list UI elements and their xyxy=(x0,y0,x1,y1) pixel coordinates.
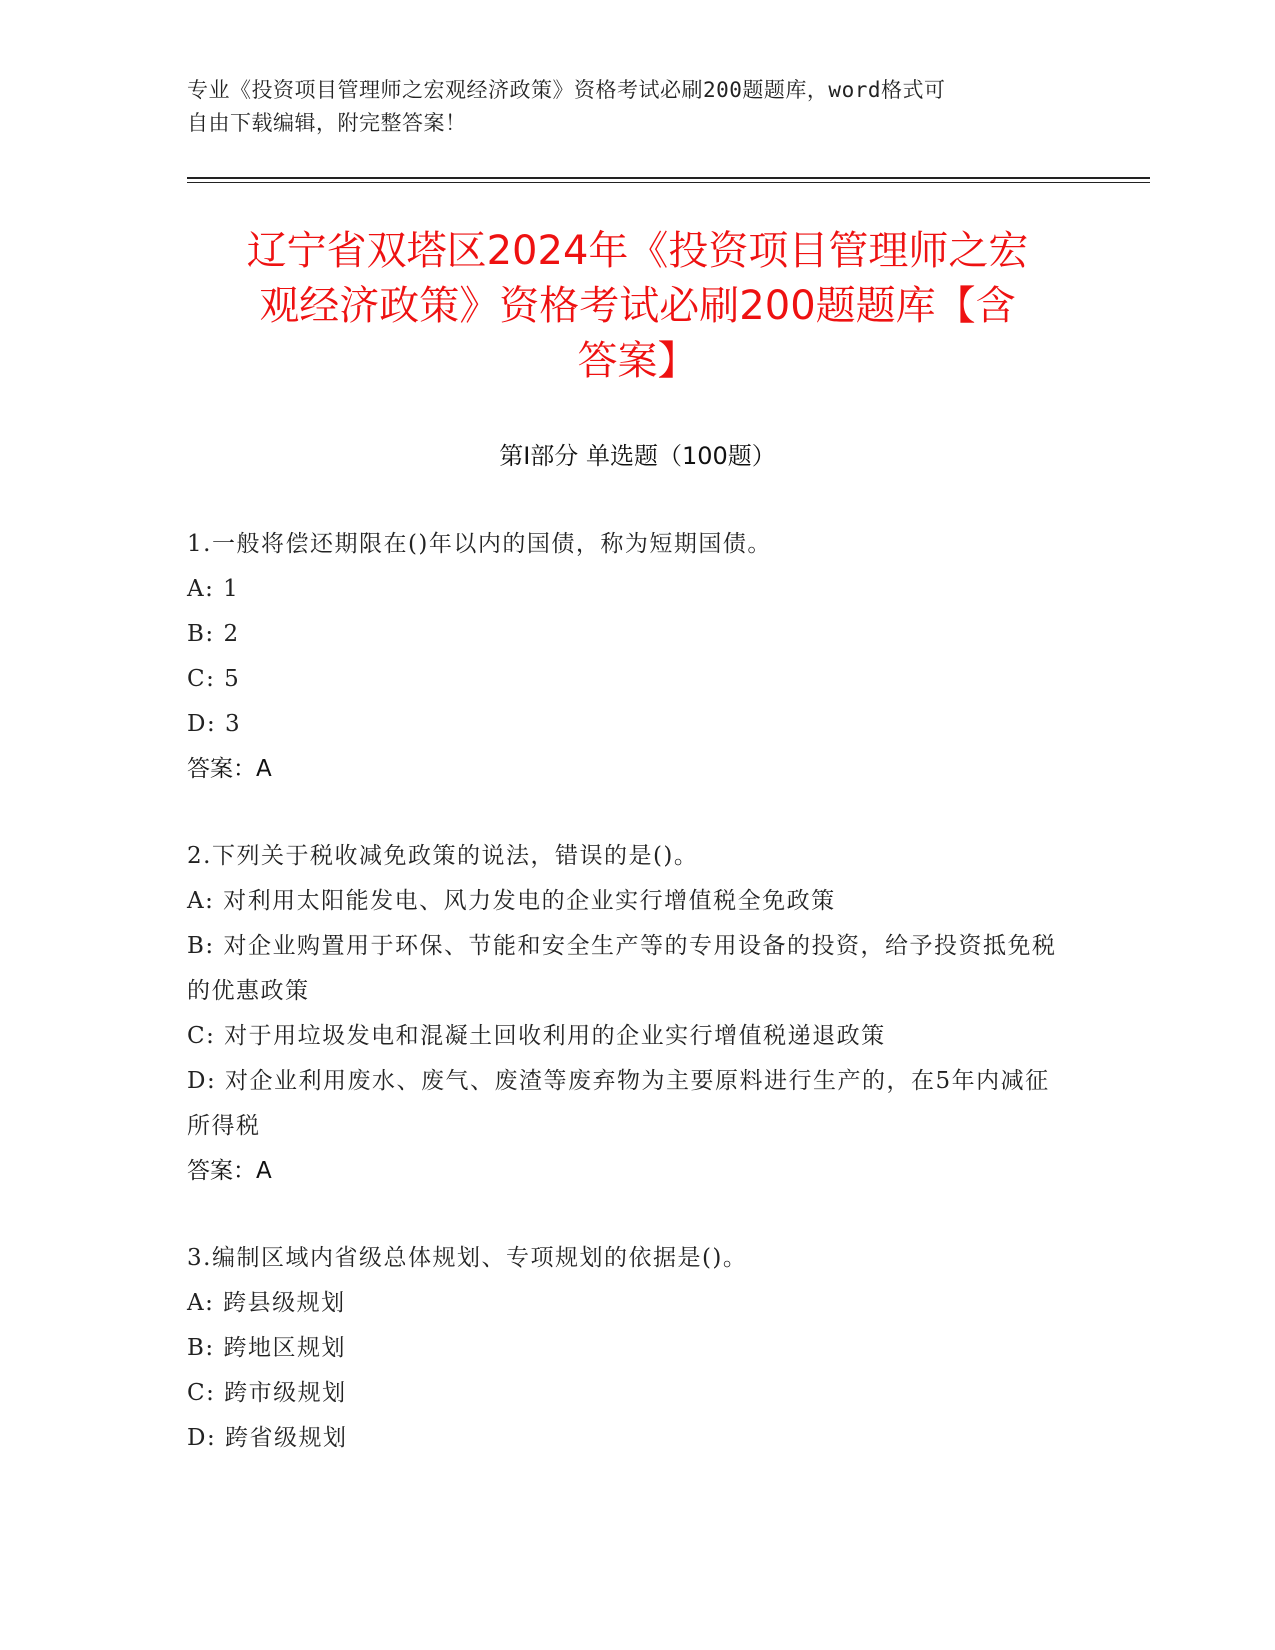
section-title: 第Ⅰ部分 单选题（100题） xyxy=(499,442,776,470)
question-item xyxy=(187,1236,1067,1461)
option-d: D: 3 xyxy=(187,711,242,737)
header-divider xyxy=(187,177,1150,179)
title-line: 辽宁省双塔区2024年《投资项目管理师之宏 xyxy=(246,228,1029,274)
option-a: A: 1 xyxy=(187,576,240,602)
option-a: A: 对利用太阳能发电、风力发电的企业实行增值税全免政策 xyxy=(187,888,836,914)
question-item xyxy=(187,522,1067,792)
option-c: C: 对于用垃圾发电和混凝土回收利用的企业实行增值税递退政策 xyxy=(187,1023,886,1049)
question-item xyxy=(187,834,1067,1194)
header-note-line: 专业《投资项目管理师之宏观经济政策》资格考试必刷200题题库，word格式可 xyxy=(187,78,946,102)
option-c: C: 跨市级规划 xyxy=(187,1380,347,1406)
question-list xyxy=(187,522,1067,1503)
option-b: B: 对企业购置用于环保、节能和安全生产等的专用设备的投资，给予投资抵免税的优惠政策 xyxy=(187,933,1057,1004)
header-note xyxy=(187,74,1067,140)
title-line: 答案】 xyxy=(577,338,698,384)
question-stem: 1.一般将偿还期限在()年以内的国债，称为短期国债。 xyxy=(187,531,772,557)
option-b: B: 跨地区规划 xyxy=(187,1335,346,1361)
option-a: A: 跨县级规划 xyxy=(187,1290,346,1316)
header-note-line: 自由下载编辑，附完整答案！ xyxy=(187,111,467,135)
question-stem: 3.编制区域内省级总体规划、专项规划的依据是()。 xyxy=(187,1245,748,1271)
header-divider-thin xyxy=(187,182,1150,183)
answer-line: 答案：A xyxy=(187,756,272,782)
title-line: 观经济政策》资格考试必刷200题题库【含 xyxy=(259,283,1016,329)
document-title xyxy=(150,224,1125,389)
option-b: B: 2 xyxy=(187,621,240,647)
answer-line: 答案：A xyxy=(187,1158,272,1184)
option-d: D: 对企业利用废水、废气、废渣等废弃物为主要原料进行生产的，在5年内减征所得税 xyxy=(187,1068,1050,1139)
option-d: D: 跨省级规划 xyxy=(187,1425,348,1451)
option-c: C: 5 xyxy=(187,666,241,692)
question-stem: 2.下列关于税收减免政策的说法，错误的是()。 xyxy=(187,843,699,869)
